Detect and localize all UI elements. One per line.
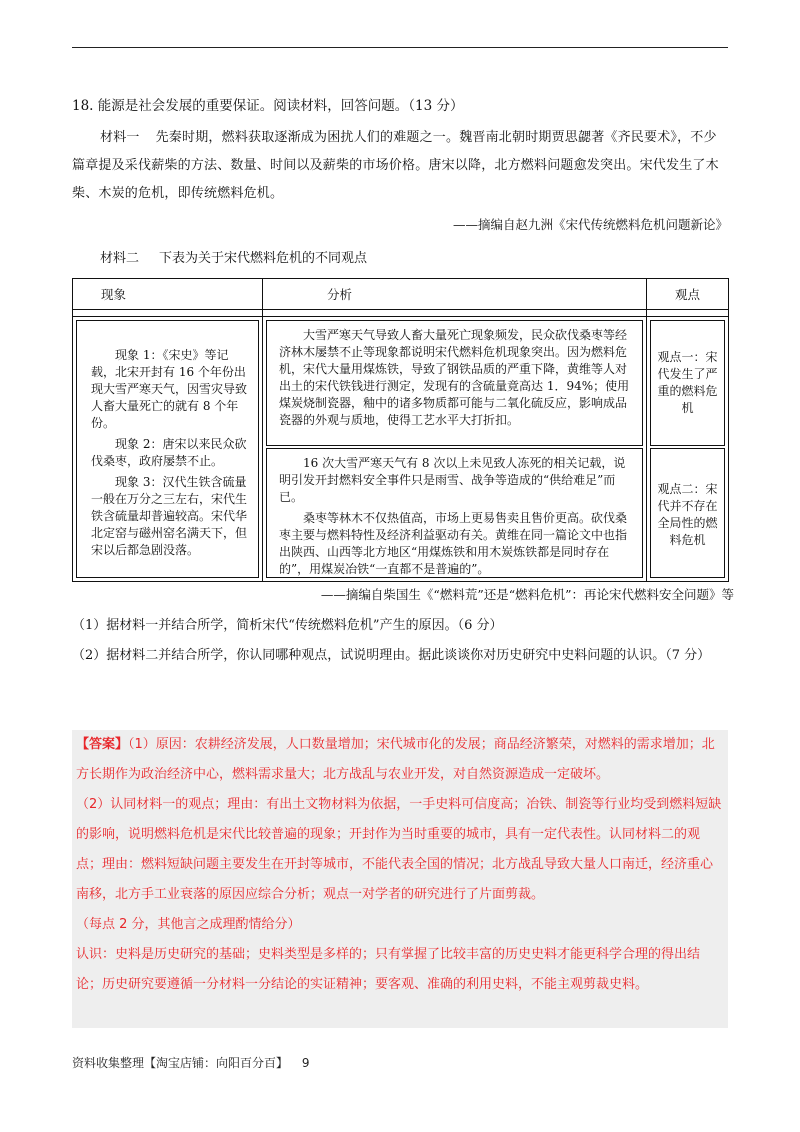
question-block xyxy=(72,95,734,670)
answer-part-3: 认识：史料是历史研究的基础；史料类型是多样的；只有掌握了比较丰富的历史史料才能更科学合理的得出结论；历史研究要遵循一分材料一分结论的实证精神；要客观、准确的利用史料，不能主观剪裁史料。 xyxy=(76,947,701,992)
answer-part-1 xyxy=(76,730,724,790)
material-1-source: ——摘编自赵九洲《宋代传统燃料危机问题新论》 xyxy=(452,217,728,232)
header-viewpoint: 观点 xyxy=(647,279,729,310)
analysis-cell xyxy=(263,317,647,582)
footer-text: 资料收集整理【淘宝店铺：向阳百分百】 xyxy=(72,1056,289,1070)
subquestion-1: （1）据材料一并结合所学，简析宋代“传统燃料危机”产生的原因。（6 分） xyxy=(72,618,503,633)
material-2-intro-text: 下表为关于宋代燃料危机的不同观点 xyxy=(159,251,368,266)
material-1 xyxy=(72,124,728,208)
answer-part-1-text: （1）原因：农耕经济发展，人口数量增加；宋代城市化的发展；商品经济繁荣，对燃料的需求增加；北方长期作为政治经济中心，燃料需求量大；北方战乱与农业开发，对自然资源造成一定破坏。 xyxy=(76,737,715,782)
viewpoint-1-box xyxy=(650,320,725,446)
answer-tag: 【答案】 xyxy=(76,737,129,752)
table-header-row xyxy=(73,279,729,310)
answer-part-2: （2）认同材料一的观点；理由：有出土文物材料为依据，一手史料可信度高；冶铁、制瓷等行业均受到燃料短缺的影响，说明燃料危机是宋代比较普遍的现象；开封作为当时重要的城市，具有一定代表性。认同材料二的观点；理由：燃料短缺问题主要发生在开封等城市，不能代表全国的情况；北方战乱导致大量人口南迁，经济重心南移，北方手工业衰落的原因应综合分析；观点一对学者的研究进行了片面剪裁。 xyxy=(76,797,722,902)
material-2-source: ——摘编自柴国生《“燃料荒”还是“燃料危机”：再论宋代燃料安全问题》等 xyxy=(320,587,734,602)
answer-box xyxy=(72,730,728,1028)
material-1-text: 先秦时期，燃料获取逐渐成为困扰人们的难题之一。魏晋南北朝时期贾思勰著《齐民要术》，不少篇章提及采伐薪柴的方法、数量、时间以及薪柴的市场价格。唐宋以降，北方燃料问题愈发突出。宋代发生了木柴、木炭的危机，即传统燃料危机。 xyxy=(72,130,719,201)
spacer-cell xyxy=(647,310,729,317)
phenomenon-2: 现象 2：唐宋以来民众砍伐桑枣，政府屡禁不止。 xyxy=(91,437,247,468)
analysis-2-box xyxy=(266,448,643,578)
analysis-1-box xyxy=(266,320,643,446)
question-title: 18. 能源是社会发展的重要保证。阅读材料，回答问题。（13 分） xyxy=(72,98,464,114)
table-body-row xyxy=(73,317,729,582)
table-spacer-row xyxy=(73,310,729,317)
analysis-2-paragraph-2: 桑枣等林木不仅热值高，市场上更易售卖且售价更高。砍伐桑枣主要与燃料特性及经济利益驱动有关。黄维在同一篇论文中也指出陕西、山西等北方地区“用煤炼铁和用木炭炼铁都是同时存在的”，用煤炭冶铁“一直都不是普遍的”。 xyxy=(279,511,628,576)
subquestion-2: （2）据材料二并结合所学，你认同哪种观点，试说明理由。据此谈谈你对历史研究中史料问题的认识。（7 分） xyxy=(72,648,711,663)
analysis-1: 大雪严寒天气导致人畜大量死亡现象频发，民众砍伐桑枣等经济林木屡禁不止等现象都说明宋代燃料危机现象突出。因为燃料危机，宋代大量用煤炼铁，导致了钢铁品质的严重下降，黄维等人对出土的宋代铁钱进行测定，发现有的含硫量竟高达 1．94%；使用煤炭烧制瓷器，釉中的诸多物质都可能与二氧化硫反应，影响成品瓷器的外观与质地，使得工艺水平大打折扣。 xyxy=(279,328,630,427)
header-phenomenon: 现象 xyxy=(73,279,263,310)
phenomena-cell xyxy=(73,317,263,582)
material-1-label: 材料一 xyxy=(100,130,140,145)
page-footer xyxy=(72,1054,309,1071)
phenomenon-3: 现象 3：汉代生铁含硫量一般在万分之三左右，宋代生铁含硫量却普遍较高。宋代华北定窑与磁州窑名满天下，但宋以后都急剧没落。 xyxy=(91,475,248,557)
viewpoint-1: 观点一：宋代发生了严重的燃料危机 xyxy=(657,350,718,415)
spacer-cell xyxy=(73,310,263,317)
spacer-cell xyxy=(263,310,647,317)
viewpoints-table xyxy=(72,278,729,582)
header-rule xyxy=(72,47,728,48)
answer-scoring-note: （每点 2 分，其他言之成理酌情给分） xyxy=(76,917,301,932)
viewpoint-2-box xyxy=(650,448,725,578)
page-number: 9 xyxy=(301,1056,310,1070)
phenomena-box xyxy=(76,320,259,578)
header-analysis: 分析 xyxy=(263,279,647,310)
viewpoint-cell xyxy=(647,317,729,582)
analysis-2-paragraph-1: 16 次大雪严寒天气有 8 次以上未见致人冻死的相关记载，说明引发开封燃料安全事件只是雨雪、战争等造成的“供给难足”而已。 xyxy=(279,456,626,504)
material-2-intro xyxy=(72,248,728,270)
material-2-label: 材料二 xyxy=(100,251,140,266)
viewpoint-2: 观点二：宋代并不存在全局性的燃料危机 xyxy=(657,482,718,547)
phenomenon-1: 现象 1：《宋史》等记载，北宋开封有 16 个年份出现大雪严寒天气，因雪灾导致人畜大量死亡的就有 8 个年份。 xyxy=(91,348,248,430)
